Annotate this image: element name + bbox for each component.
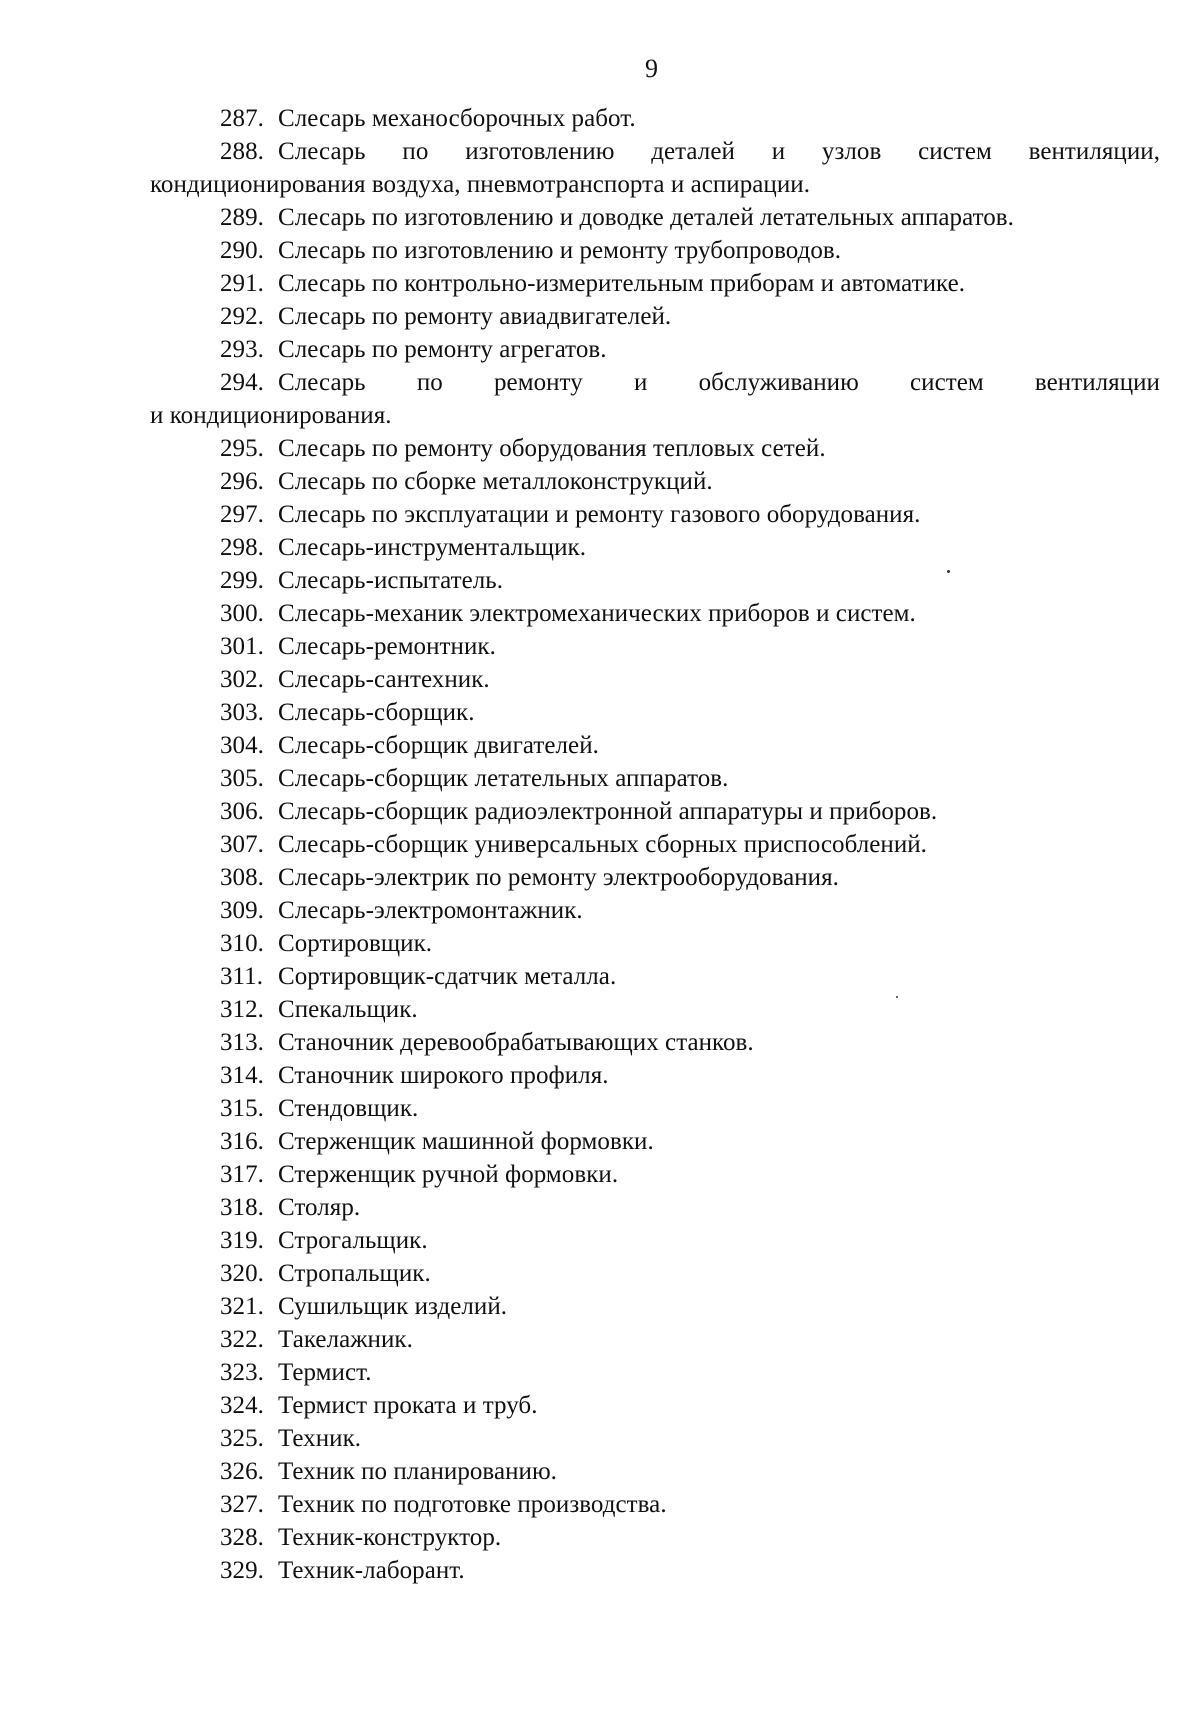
item-number: 312. — [220, 996, 264, 1023]
list-item — [150, 696, 1160, 729]
item-text: Строгальщик. — [278, 1227, 428, 1254]
item-number: 294. — [220, 369, 264, 396]
item-text: Стропальщик. — [278, 1260, 431, 1287]
item-text: Слесарь механосборочных работ. — [278, 105, 636, 132]
item-text: Столяр. — [278, 1194, 361, 1221]
list-item — [150, 1224, 1160, 1257]
item-number: 318. — [220, 1194, 264, 1221]
item-number: 288. — [220, 138, 264, 165]
list-item — [150, 531, 1160, 564]
item-text: Слесарь-сборщик универсальных сборных приспособлений. — [278, 831, 927, 858]
item-number: 304. — [220, 732, 264, 759]
item-text: Техник по планированию. — [278, 1458, 557, 1485]
item-text: Слесарь по сборке металлоконструкций. — [278, 468, 713, 495]
list-item — [150, 1455, 1160, 1488]
list-item — [150, 1158, 1160, 1191]
list-item — [150, 729, 1160, 762]
list-item — [150, 762, 1160, 795]
list-item — [150, 135, 1160, 201]
scan-speck — [947, 570, 950, 573]
item-number: 328. — [220, 1524, 264, 1551]
list-item — [150, 1356, 1160, 1389]
item-text: Слесарь-испытатель. — [278, 567, 504, 594]
item-text: Слесарь по изготовлению и доводке деталей летательных аппаратов. — [278, 204, 1014, 231]
list-item — [150, 828, 1160, 861]
item-text: Слесарь-сборщик радиоэлектронной аппаратуры и приборов. — [278, 798, 938, 825]
list-item — [150, 1389, 1160, 1422]
item-text: Слесарь по контрольно-измерительным приборам и автоматике. — [278, 270, 966, 297]
list-item — [150, 465, 1160, 498]
item-text: Слесарь-механик электромеханических приборов и систем. — [278, 600, 916, 627]
list-item — [150, 267, 1160, 300]
item-text: Слесарь-электромонтажник. — [278, 897, 583, 924]
item-number: 298. — [220, 534, 264, 561]
list-item — [150, 1191, 1160, 1224]
list-item — [150, 630, 1160, 663]
item-text: Слесарь по ремонту оборудования тепловых сетей. — [278, 435, 826, 462]
item-number: 300. — [220, 600, 264, 627]
item-number: 307. — [220, 831, 264, 858]
item-text: Сортировщик-сдатчик металла. — [278, 963, 617, 990]
list-item — [150, 234, 1160, 267]
item-text: Слесарь-ремонтник. — [278, 633, 496, 660]
list-item — [150, 300, 1160, 333]
item-text: Техник-лаборант. — [278, 1557, 465, 1584]
item-number: 302. — [220, 666, 264, 693]
item-number: 296. — [220, 468, 264, 495]
list-item — [150, 1554, 1160, 1587]
list-item — [150, 1125, 1160, 1158]
list-item — [150, 1026, 1160, 1059]
item-number: 322. — [220, 1326, 264, 1353]
item-number: 317. — [220, 1161, 264, 1188]
list-item — [150, 102, 1160, 135]
item-text: Сушильщик изделий. — [278, 1293, 508, 1320]
item-number: 325. — [220, 1425, 264, 1452]
item-text: Стерженщик машинной формовки. — [278, 1128, 654, 1155]
item-text: Слесарь по ремонту авиадвигателей. — [278, 303, 672, 330]
item-number: 293. — [220, 336, 264, 363]
item-number: 291. — [220, 270, 264, 297]
list-item — [150, 597, 1160, 630]
list-item — [150, 1323, 1160, 1356]
item-number: 301. — [220, 633, 264, 660]
list-item — [150, 1422, 1160, 1455]
item-number: 289. — [220, 204, 264, 231]
page-number: 9 — [645, 54, 658, 83]
item-number: 290. — [220, 237, 264, 264]
item-text: Стендовщик. — [278, 1095, 419, 1122]
item-number: 315. — [220, 1095, 264, 1122]
item-text: Техник. — [278, 1425, 362, 1452]
list-item — [150, 1257, 1160, 1290]
item-text: Станочник деревообрабатывающих станков. — [278, 1029, 754, 1056]
list-item — [150, 663, 1160, 696]
list-item — [150, 927, 1160, 960]
list-item — [150, 960, 1160, 993]
item-text: Слесарь-электрик по ремонту электрооборудования. — [278, 864, 839, 891]
item-number: 316. — [220, 1128, 264, 1155]
item-number: 303. — [220, 699, 264, 726]
item-text: Техник по подготовке производства. — [278, 1491, 667, 1518]
item-text-line2: и кондиционирования. — [150, 402, 392, 429]
item-number: 309. — [220, 897, 264, 924]
item-text: Термист. — [278, 1359, 372, 1386]
item-number: 326. — [220, 1458, 264, 1485]
item-number: 329. — [220, 1557, 264, 1584]
list-item — [150, 564, 1160, 597]
item-text: Слесарь-сантехник. — [278, 666, 490, 693]
list-item — [150, 333, 1160, 366]
item-number: 319. — [220, 1227, 264, 1254]
list-item — [150, 1521, 1160, 1554]
item-number: 314. — [220, 1062, 264, 1089]
list-item — [150, 432, 1160, 465]
item-text: Спекальщик. — [278, 996, 418, 1023]
item-text: Такелажник. — [278, 1326, 413, 1353]
item-text: Станочник широкого профиля. — [278, 1062, 609, 1089]
item-text-line2: кондиционирования воздуха, пневмотранспорта и аспирации. — [150, 171, 811, 198]
list-item — [150, 498, 1160, 531]
list-item — [150, 1092, 1160, 1125]
item-text: Слесарь по эксплуатации и ремонту газового оборудования. — [278, 501, 921, 528]
item-number: 305. — [220, 765, 264, 792]
list-item — [150, 894, 1160, 927]
list-item — [150, 993, 1160, 1026]
item-text: Слесарь по ремонту агрегатов. — [278, 336, 607, 363]
item-number: 323. — [220, 1359, 264, 1386]
item-text: Слесарь-сборщик летательных аппаратов. — [278, 765, 729, 792]
list-item — [150, 201, 1160, 234]
item-number: 313. — [220, 1029, 264, 1056]
item-text: Слесарь-сборщик двигателей. — [278, 732, 599, 759]
item-number: 327. — [220, 1491, 264, 1518]
list-item — [150, 861, 1160, 894]
item-number: 297. — [220, 501, 264, 528]
item-number: 320. — [220, 1260, 264, 1287]
item-number: 287. — [220, 105, 264, 132]
item-number: 308. — [220, 864, 264, 891]
profession-list — [150, 102, 1160, 1587]
item-text: Слесарь по изготовлению и ремонту трубопроводов. — [278, 237, 842, 264]
scan-speck — [896, 996, 898, 998]
list-item — [150, 795, 1160, 828]
item-text: Сортировщик. — [278, 930, 433, 957]
item-number: 299. — [220, 567, 264, 594]
item-number: 292. — [220, 303, 264, 330]
item-number: 310. — [220, 930, 264, 957]
item-number: 306. — [220, 798, 264, 825]
item-text: Слесарь-инструментальщик. — [278, 534, 587, 561]
item-number: 311. — [220, 963, 264, 990]
item-text: Техник-конструктор. — [278, 1524, 502, 1551]
list-item — [150, 1290, 1160, 1323]
item-number: 321. — [220, 1293, 264, 1320]
item-text: Термист проката и труб. — [278, 1392, 538, 1419]
list-item — [150, 1059, 1160, 1092]
item-number: 324. — [220, 1392, 264, 1419]
item-text-line1: Слесарь по ремонту и обслуживанию систем вентиляции — [278, 369, 1160, 396]
item-text: Стерженщик ручной формовки. — [278, 1161, 619, 1188]
list-item — [150, 1488, 1160, 1521]
item-text-line1: Слесарь по изготовлению деталей и узлов систем вентиляции, — [278, 138, 1160, 165]
item-text: Слесарь-сборщик. — [278, 699, 475, 726]
item-number: 295. — [220, 435, 264, 462]
list-item — [150, 366, 1160, 432]
